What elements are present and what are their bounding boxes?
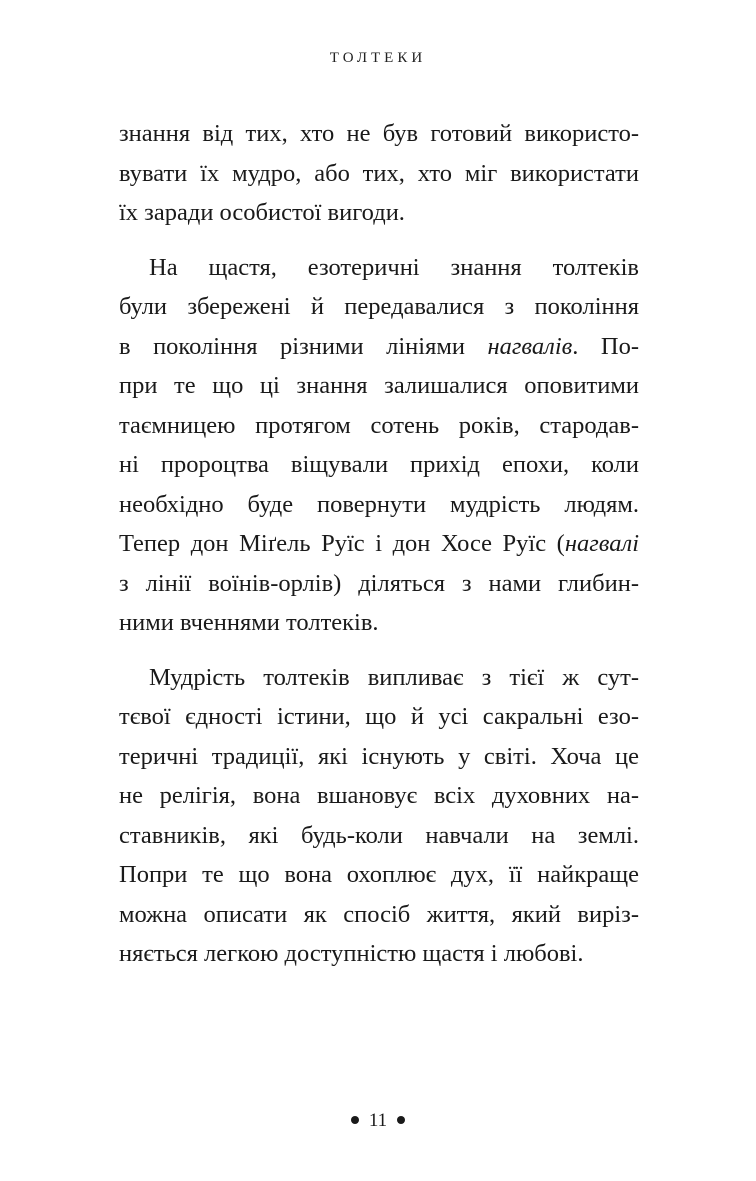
page-number: 11 (368, 1110, 388, 1131)
text-line (119, 287, 639, 327)
text-run: тєвої єдності істини, що й усі сакральні езо- (119, 703, 639, 730)
text-line (119, 154, 639, 194)
text-line (119, 564, 639, 604)
text-run: з лінії воїнів-орлів) діляться з нами глибин- (119, 569, 639, 597)
folio-bullet-right (397, 1116, 405, 1124)
text-line (119, 603, 639, 643)
text-line (119, 248, 639, 288)
text-run: На щастя, езотеричні знання толтеків (149, 253, 639, 281)
text-run: вувати їх мудро, або тих, хто міг використати (119, 159, 639, 187)
paragraph (119, 248, 639, 643)
text-line (119, 193, 639, 233)
italic-term: нагвалі (564, 530, 639, 557)
text-line (119, 114, 639, 154)
text-line (119, 366, 639, 406)
text-line (119, 816, 639, 856)
italic-term: нагвалів (487, 332, 573, 360)
text-run: Тепер дон Міґель Руїс і дон Хосе Руїс ( (119, 530, 565, 557)
text-run: можна описати як спосіб життя, який виріз- (119, 900, 639, 928)
text-run: Попри те що вона охоплює дух, її найкраще (119, 861, 639, 888)
text-line (119, 524, 639, 564)
text-line (119, 485, 639, 525)
text-run: Мудрість толтеків випливає з тієї ж сут- (149, 663, 639, 691)
text-run: необхідно буде повернути мудрість людям. (119, 490, 639, 518)
text-run: при те що ці знання залишалися оповитими (119, 372, 639, 399)
paragraph-gap (119, 643, 639, 658)
text-run: няється легкою доступністю щастя і любові. (119, 940, 584, 967)
text-line (119, 445, 639, 485)
text-run: були збережені й передавалися з покоління (119, 293, 639, 320)
text-run: їх заради особистої вигоди. (119, 199, 405, 226)
text-line (119, 934, 639, 974)
text-line (119, 406, 639, 446)
text-run: теричні традиції, які існують у світі. Хоча це (119, 742, 639, 770)
running-head: ТОЛТЕКИ (329, 50, 427, 66)
text-run: ні пророцтва віщували прихід епохи, коли (119, 451, 639, 478)
text-line (119, 737, 639, 777)
text-run: не релігія, вона вшановує всіх духовних на- (119, 782, 639, 809)
text-line (119, 855, 639, 895)
body-text (119, 114, 639, 974)
text-run: таємницею протягом сотень років, стародав- (119, 411, 639, 439)
paragraph-gap (119, 233, 639, 248)
text-line (119, 697, 639, 737)
text-line (119, 776, 639, 816)
text-run: ними вченнями толтеків. (119, 609, 379, 636)
paragraph (119, 658, 639, 974)
folio-bullet-left (351, 1116, 359, 1124)
text-line (119, 327, 639, 367)
text-run: ставників, які будь-коли навчали на землі. (119, 821, 639, 849)
paragraph (119, 114, 639, 233)
text-line (119, 658, 639, 698)
folio (0, 1110, 756, 1132)
text-run: в покоління різними лініями (119, 332, 488, 360)
text-line (119, 895, 639, 935)
text-run: знання від тих, хто не був готовий використо- (119, 120, 639, 147)
text-run: . По- (572, 332, 639, 360)
